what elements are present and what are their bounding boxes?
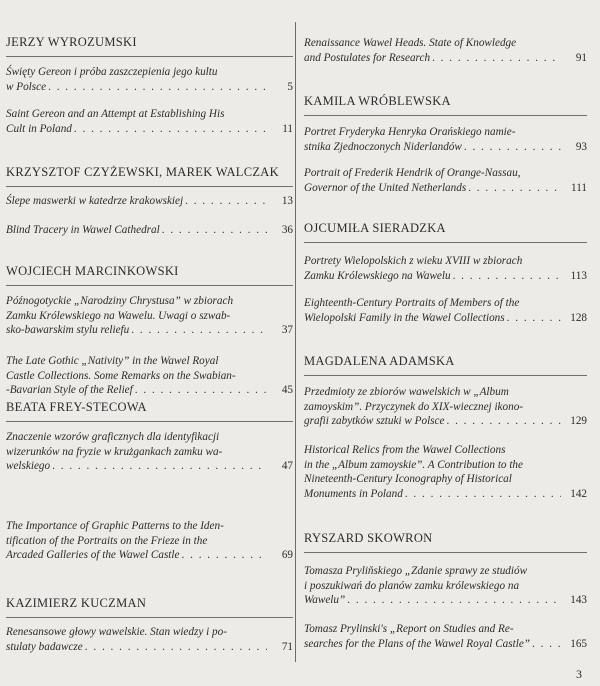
toc-entry[interactable] bbox=[304, 564, 587, 608]
toc-entry[interactable] bbox=[304, 166, 587, 195]
entry-title-line: Saint Gereon and an Attempt at Establishing His bbox=[6, 108, 225, 120]
entry-title-line: zamoyskim”. Przyczynek do XIX-wiecznej ikono- bbox=[304, 400, 524, 413]
entry-page-number: 5 bbox=[287, 80, 293, 93]
entry-title-line: -Bavarian Style of the Relief bbox=[6, 384, 133, 396]
page-number: 3 bbox=[576, 667, 582, 681]
entry-title-line: stnika Zjednoczonych Niderlandów bbox=[304, 140, 462, 153]
toc-entry[interactable] bbox=[6, 294, 293, 338]
entry-title-line: Portrait of Frederik Hendrik of Orange-Nassau, bbox=[304, 167, 521, 179]
entry-title-line: Blind Tracery in Wawel Cathedral bbox=[6, 224, 160, 236]
author-heading: BEATA FREY-STECOWA bbox=[6, 400, 293, 422]
toc-entry[interactable] bbox=[304, 125, 587, 154]
entry-title-line: Castle Collections. Some Remarks on the Swabian- bbox=[6, 369, 236, 382]
entry-page-number: 11 bbox=[282, 122, 293, 135]
entry-title-line: Zamku Królewskiego na Wawelu bbox=[304, 269, 451, 282]
author-heading: KAMILA WRÓBLEWSKA bbox=[304, 94, 587, 116]
entry-title-line: searches for the Plans of the Wawel Royal Castle” bbox=[304, 637, 531, 650]
toc-entry[interactable] bbox=[6, 107, 293, 136]
entry-title-line: Zamku Królewskiego na Wawelu. Uwagi o szwab- bbox=[6, 309, 231, 322]
entry-title-line: stulaty badawcze bbox=[6, 640, 83, 653]
entry-page-number: 36 bbox=[281, 224, 293, 236]
author-heading: JERZY WYROZUMSKI bbox=[6, 35, 293, 57]
toc-entry[interactable] bbox=[6, 625, 293, 654]
entry-page-number: 71 bbox=[281, 640, 293, 653]
entry-title-line: Governor of the United Netherlands bbox=[304, 181, 467, 194]
entry-title-line: Święty Gereon i próba zaszczepienia jego kultu bbox=[6, 66, 218, 78]
entry-title-line: The Late Gothic „Nativity” in the Wawel Royal bbox=[6, 355, 219, 367]
entry-title-line: Renaissance Wawel Heads. State of Knowledge bbox=[304, 37, 517, 49]
entry-title-line: The Importance of Graphic Patterns to the Iden- bbox=[6, 520, 224, 532]
entry-title-line: Ślepe maswerki w katedrze krakowskiej bbox=[6, 195, 184, 207]
entry-page-number: 129 bbox=[570, 415, 587, 427]
entry-title-line: Portret Fryderyka Henryka Orańskiego namie- bbox=[304, 126, 516, 138]
entry-title-line: and Postulates for Research bbox=[304, 51, 431, 64]
entry-page-number: 142 bbox=[570, 487, 587, 500]
author-heading: MAGDALENA ADAMSKA bbox=[304, 354, 587, 376]
entry-page-number: 111 bbox=[571, 181, 587, 194]
toc-entry[interactable] bbox=[304, 36, 587, 65]
entry-title-line: Eighteenth-Century Portraits of Members of the bbox=[304, 297, 520, 309]
author-heading: KRZYSZTOF CZYŻEWSKI, MAREK WALCZAK bbox=[6, 165, 293, 187]
toc-entry[interactable] bbox=[304, 254, 587, 283]
entry-title-line: Tomasza Pryliňskiego „Zdanie sprawy ze studiów bbox=[304, 565, 528, 577]
entry-title-line: welskiego bbox=[6, 460, 51, 472]
author-heading: KAZIMIERZ KUCZMAN bbox=[6, 596, 293, 618]
entry-title-line: Arcaded Galleries of the Wawel Castle bbox=[6, 549, 180, 561]
entry-title-line: Wawelu” bbox=[304, 594, 346, 606]
entry-title-line: grafii zabytków sztuki w Polsce bbox=[304, 415, 445, 427]
toc-entry[interactable] bbox=[6, 194, 293, 209]
entry-page-number: 91 bbox=[575, 51, 587, 64]
toc-entry[interactable] bbox=[304, 622, 587, 651]
entry-title-line: Tomasz Prylinski's „Report on Studies and Re- bbox=[304, 623, 514, 635]
entry-page-number: 45 bbox=[281, 384, 293, 396]
entry-title-line: Renesansowe głowy wawelskie. Stan wiedzy i po- bbox=[6, 626, 227, 638]
entry-page-number: 113 bbox=[570, 269, 587, 282]
entry-title-line: wizerunków na fryzie w krużgankach zamku wa- bbox=[6, 445, 223, 458]
toc-entry[interactable] bbox=[6, 65, 293, 94]
entry-title-line: Wielopolski Family in the Wawel Collections bbox=[304, 311, 505, 324]
author-heading: RYSZARD SKOWRON bbox=[304, 531, 587, 553]
entry-title-line: w Polsce bbox=[6, 80, 47, 93]
entry-page-number: 69 bbox=[281, 549, 293, 561]
entry-page-number: 128 bbox=[570, 311, 587, 324]
entry-title-line: Znaczenie wzorów graficznych dla identyfikacji bbox=[6, 431, 220, 443]
entry-title-line: Historical Relics from the Wawel Collections bbox=[304, 444, 506, 456]
toc-entry[interactable] bbox=[304, 296, 587, 325]
entry-title-line: tification of the Portraits on the Frieze in the bbox=[6, 534, 208, 547]
entry-page-number: 47 bbox=[281, 460, 293, 472]
entry-title-line: Nineteenth-Century Iconography of Historical bbox=[304, 473, 512, 485]
entry-title-line: Portrety Wielopolskich z wieku XVIII w zbiorach bbox=[304, 255, 523, 267]
entry-title-line: Przedmioty ze zbiorów wawelskich w „Album bbox=[304, 386, 509, 398]
toc-entry[interactable] bbox=[6, 354, 293, 398]
column-divider bbox=[295, 22, 296, 662]
entry-title-line: Cult in Poland bbox=[6, 122, 72, 135]
author-heading: OJCUMIŁA SIERADZKA bbox=[304, 221, 587, 243]
toc-entry[interactable] bbox=[6, 223, 293, 238]
author-heading: WOJCIECH MARCINKOWSKI bbox=[6, 264, 293, 286]
entry-page-number: 13 bbox=[281, 195, 293, 207]
toc-entry[interactable] bbox=[304, 385, 587, 429]
entry-title-line: Monuments in Poland bbox=[304, 487, 403, 500]
entry-page-number: 93 bbox=[575, 140, 587, 153]
entry-page-number: 37 bbox=[281, 324, 293, 336]
toc-entry[interactable] bbox=[6, 519, 293, 563]
toc-entry[interactable] bbox=[6, 430, 293, 474]
entry-title-line: Późnogotyckie „Narodziny Chrystusa” w zbiorach bbox=[6, 295, 234, 307]
entry-title-line: sko-bawarskim stylu reliefu bbox=[6, 324, 130, 336]
entry-page-number: 143 bbox=[570, 594, 587, 606]
entry-title-line: in the „Album zamoyskie”. A Contribution to the bbox=[304, 458, 523, 471]
entry-page-number: 165 bbox=[570, 637, 587, 650]
toc-entry[interactable] bbox=[304, 443, 587, 501]
entry-title-line: i poszukiwań do planów zamku królewskiego na bbox=[304, 579, 520, 592]
